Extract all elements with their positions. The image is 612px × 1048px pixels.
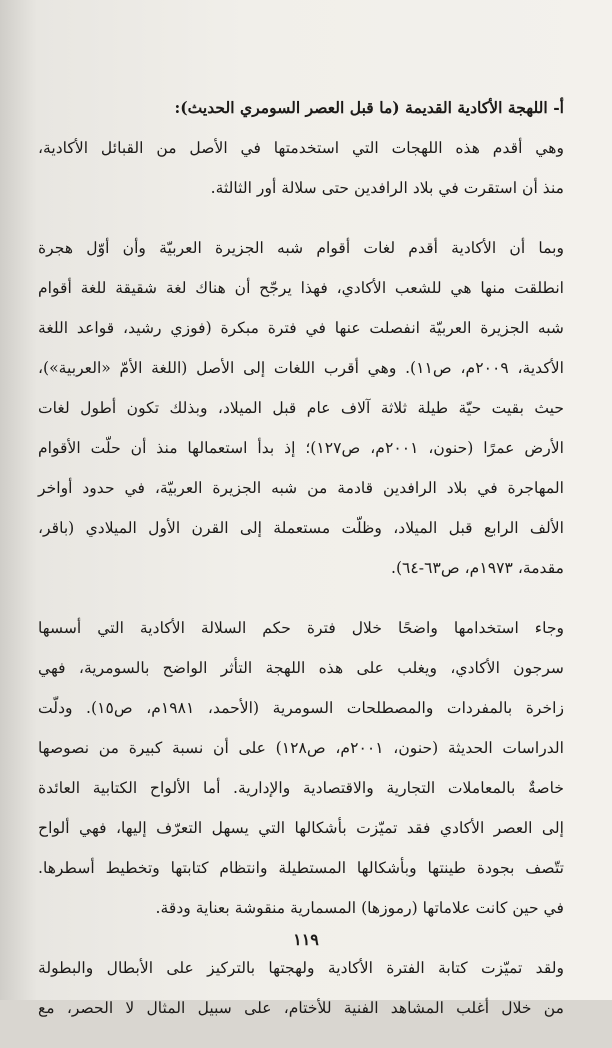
heading-text: اللهجة الأكادية القديمة (ما قبل العصر السومري الحديث):: [174, 98, 548, 117]
text-line: المهاجرة في بلاد الرافدين قادمة من شبه الجزيرة العربيّة، في حدود أواخر: [38, 479, 564, 497]
text-line: من خلال أغلب المشاهد الفنية للأختام، على سبيل المثال لا الحصر، مع: [38, 999, 564, 1017]
text-line: وهي أقدم هذه اللهجات التي استخدمتها في الأصل من القبائل الأكادية،: [38, 139, 564, 157]
text-line: حيث بقيت حيّة طيلة ثلاثة آلاف عام قبل الميلاد، وبذلك تكون أطول لغات: [38, 399, 564, 417]
section-heading: [38, 88, 564, 128]
text-line: وجاء استخدامها واضحًا خلال فترة حكم السلالة الأكادية التي أسسها: [38, 619, 564, 637]
heading-label: أ-: [553, 98, 564, 117]
text-line: خاصةٌ بالمعاملات التجارية والاقتصادية والإدارية. أما الألواح الكتابية العائدة: [38, 779, 564, 797]
paragraph-4: [38, 948, 564, 1028]
text-line: وبما أن الأكادية أقدم لغات أقوام شبه الجزيرة العربيّة وأن أوّل هجرة: [38, 239, 564, 257]
paragraph-1: [38, 128, 564, 208]
text-line: الأرض عمرًا (حنون، ٢٠٠١م، ص١٢٧)؛ إذ بدأ استعمالها منذ أن حلّت الأقوام: [38, 439, 564, 457]
text-line: زاخرة بالمفردات والمصطلحات السومرية (الأحمد، ١٩٨١م، ص١٥). ودلّت: [38, 699, 564, 717]
text-line: الأكدية، ٢٠٠٩م، ص١١). وهي أقرب اللغات إلى الأصل (اللغة الأمّ «العربية»)،: [38, 359, 565, 377]
paragraph-3: [38, 608, 564, 928]
text-line: ولقد تميّزت كتابة الفترة الأكادية ولهجتها بالتركيز على الأبطال والبطولة: [38, 959, 564, 977]
text-line: تتّصف بجودة طينتها وبأشكالها المستطيلة وانتظام كتابتها وتخطيط أسطرها.: [38, 859, 564, 877]
text-line: سرجون الأكادي، ويغلب على هذه اللهجة التأثر الواضح بالسومرية، فهي: [38, 659, 564, 677]
page-number: ١١٩: [293, 930, 319, 949]
text-line: انطلقت منها هي للشعب الأكادي، فهذا يرجّح أن هناك لغة شقيقة للغة أقوام: [38, 279, 564, 297]
text-line: شبه الجزيرة العربيّة انفصلت عنها في فترة مبكرة (فوزي رشيد، قواعد اللغة: [38, 319, 564, 337]
text-line: في حين كانت علاماتها (رموزها) المسمارية منقوشة بعناية ودقة.: [155, 899, 564, 917]
text-line: الدراسات الحديثة (حنون، ٢٠٠١م، ص١٢٨) على أن نسبة كبيرة من نصوصها: [38, 739, 564, 757]
text-line: الألف الرابع قبل الميلاد، وظلّت مستعملة إلى القرن الأول الميلادي (باقر،: [38, 519, 564, 537]
text-line: منذ أن استقرت في بلاد الرافدين حتى سلالة أور الثالثة.: [210, 179, 564, 197]
paragraph-2: [38, 228, 564, 588]
text-line: مقدمة، ١٩٧٣م، ص٦٣-٦٤).: [390, 559, 564, 577]
page-body: [38, 88, 564, 1048]
text-line: إلى العصر الأكادي فقد تميّزت بأشكالها التي يسهل التعرّف إليها، فهي ألواح: [38, 819, 564, 837]
